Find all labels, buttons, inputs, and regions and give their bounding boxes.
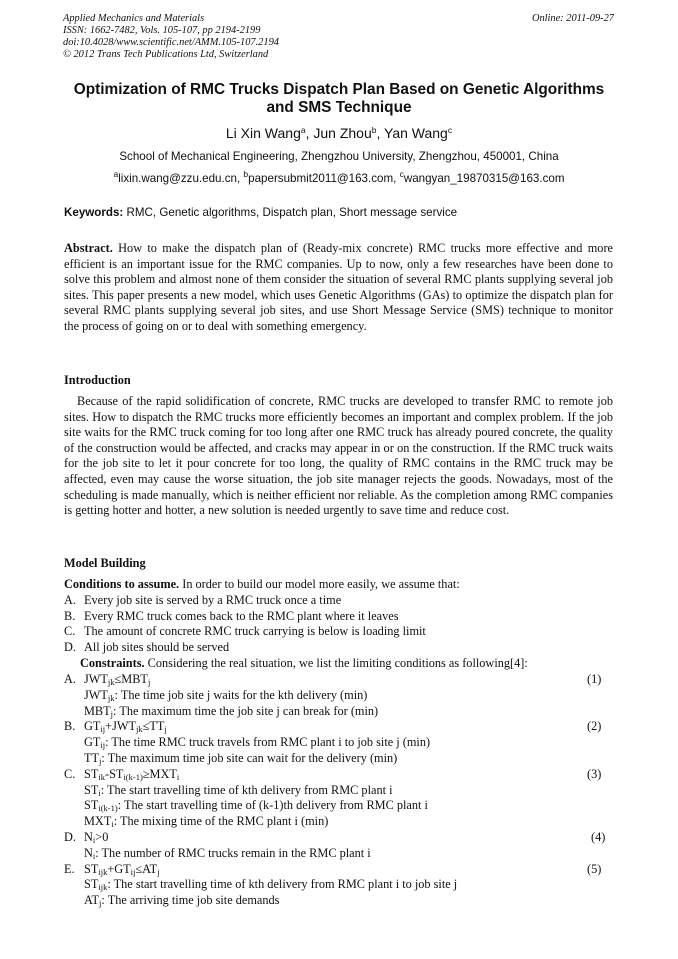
- definition-text: The start travelling time of (k-1)th delivery from RMC plant i: [124, 798, 428, 812]
- condition-item: [64, 609, 399, 625]
- constraint-item: [64, 830, 108, 846]
- constraint-item: [64, 767, 179, 783]
- title-line-1: Optimization of RMC Trucks Dispatch Plan Based on Genetic Algorithms: [73, 81, 605, 98]
- constraints-intro: [80, 656, 528, 672]
- email-address: wangyan_19870315@163.com: [403, 172, 565, 185]
- definition-text: The start travelling time of kth delivery from RMC plant i: [107, 783, 393, 797]
- constraint-item: [64, 672, 150, 688]
- issn-line: ISSN: 1662-7482, Vols. 105-107, pp 2194-2199: [63, 25, 261, 36]
- definition-line: $ST_i$: The start travelling time of kth delivery from RMC plant i: [84, 783, 393, 798]
- conditions-intro: [64, 577, 460, 593]
- definition-line: $AT_j$: The arriving time job site demands: [84, 893, 280, 908]
- email-sup: a: [113, 169, 119, 179]
- definition-line: $MXT_i$: The mixing time of the RMC plant i (min): [84, 814, 329, 829]
- constraint-label: D.: [64, 830, 76, 844]
- author-name: Yan Wang: [384, 125, 448, 141]
- journal-name: Applied Mechanics and Materials: [63, 13, 205, 24]
- running-header: [63, 13, 279, 61]
- constraint-label: B.: [64, 719, 76, 733]
- email-address: lixin.wang@zzu.edu.cn: [118, 172, 237, 185]
- constraint-formula: $N_i>0$: [84, 830, 109, 845]
- condition-text: Every RMC truck comes back to the RMC plant where it leaves: [84, 609, 399, 623]
- condition-label: B.: [64, 609, 76, 623]
- email-list: $^a$lixin.wang@zzu.edu.cn, $^b$papersubmit2011@163.com, $^c$wangyan_19870315@163.com: [113, 169, 565, 185]
- constraint-formula: $ST_{ik}-ST_{i(k-1)}\ge MXT_i$: [84, 767, 180, 782]
- title-line-2: and SMS Technique: [266, 99, 412, 116]
- constraint-label: A.: [64, 672, 76, 686]
- email-sup: b: [243, 169, 249, 179]
- abstract-label: Abstract.: [64, 241, 113, 255]
- abstract-text: How to make the dispatch plan of (Ready-mix concrete) RMC trucks more effective and more efficient is an important issue for the RMC companies. Up to now, only a few researches have been done to solve this problem and almost none of them consider the situation of several RMC plants supplying several job sites. This paper presents a new model, which uses Genetic Algorithms (GAs) to optimize the dispatch plan for several RMC plants supplying several job sites, and use Short Message Service (SMS) technique to monitor the process of going on or to deal with something emergency.: [64, 241, 613, 333]
- definition-line: $ST_{i(k-1)}$: The start travelling time of (k-1)th delivery from RMC plant i: [84, 798, 428, 813]
- definition-text: The start travelling time of kth delivery from RMC plant i to job site j: [113, 877, 458, 891]
- equation-number: (5): [587, 862, 602, 876]
- condition-item: [64, 640, 229, 656]
- condition-item: [64, 624, 426, 640]
- introduction-heading: Introduction: [64, 373, 131, 387]
- abstract: [64, 241, 613, 335]
- constraint-formula: $JWT_{jk}\le MBT_j$: [84, 672, 151, 687]
- condition-text: The amount of concrete RMC truck carrying is below is loading limit: [84, 624, 426, 638]
- condition-label: D.: [64, 640, 76, 654]
- author-sup: b: [371, 125, 377, 135]
- introduction-text: Because of the rapid solidification of concrete, RMC trucks are developed to transfer RMC to remote job sites. How to dispatch the RMC trucks more efficiently becomes an important and complex problem. If the job site waits for the RMC truck coming for too long after one RMC truck has already poured concrete, the quality of the construction would be affected, and cracks may appear in or on the construction. If the RMC truck waits for the job site to let it pour concrete for too long, the quality of RMC contains in the RMC truck may be affected, even may cause the worse situation, the job site manager rejects the goods. Nowadays, most of the scheduling is made manually, which is neither efficient nor reliable. As the completion among RMC companies is getting hotter and hotter, a new solution is needed urgently to save time and reduce cost.: [64, 394, 613, 518]
- definition-text: The number of RMC trucks remain in the RMC plant i: [101, 846, 371, 860]
- email-address: papersubmit2011@163.com: [248, 172, 394, 185]
- definition-text: The maximum time job site can wait for the delivery (min): [107, 751, 398, 765]
- constraint-formula: $GT_{ij}+JWT_{jk}\le TT_j$: [84, 719, 167, 734]
- author-name: Jun Zhou: [313, 125, 372, 141]
- author-sup: c: [447, 125, 453, 135]
- definition-line: $GT_{ij}$: The time RMC truck travels from RMC plant i to job site j (min): [84, 735, 431, 750]
- equation-number: (2): [587, 719, 602, 733]
- author-name: Li Xin Wang: [225, 125, 301, 141]
- author-list: Li Xin Wang$^a$, Jun Zhou$^b$, Yan Wang$^c$: [225, 125, 453, 141]
- constraints-text: Considering the real situation, we list the limiting conditions as following[4]:: [147, 656, 528, 670]
- constraints-label: Constraints.: [80, 656, 145, 670]
- doi-line: doi:10.4028/www.scientific.net/AMM.105-107.2194: [63, 37, 279, 48]
- paper-title: [40, 81, 638, 117]
- definition-line: $JWT_{jk}$: The time job site j waits for the kth delivery (min): [84, 688, 368, 703]
- definition-line: $N_i$: The number of RMC trucks remain in the RMC plant i: [84, 846, 371, 861]
- condition-label: A.: [64, 593, 76, 607]
- conditions-label: Conditions to assume.: [64, 577, 180, 591]
- condition-text: All job sites should be served: [84, 640, 230, 654]
- conditions-text: In order to build our model more easily, we assume that:: [182, 577, 460, 591]
- condition-label: C.: [64, 624, 76, 638]
- condition-text: Every job site is served by a RMC truck once a time: [84, 593, 342, 607]
- equation-number: (3): [587, 767, 602, 781]
- definition-line: $ST_{ijk}$: The start travelling time of kth delivery from RMC plant i to job site j: [84, 877, 458, 892]
- affiliation: School of Mechanical Engineering, Zhengzhou University, Zhengzhou, 450001, China: [119, 150, 559, 163]
- model-heading: Model Building: [64, 556, 146, 570]
- definition-text: The arriving time job site demands: [107, 893, 280, 907]
- keywords: [64, 206, 457, 220]
- condition-item: [64, 593, 341, 609]
- constraint-item: [64, 719, 167, 735]
- keywords-text: RMC, Genetic algorithms, Dispatch plan, Short message service: [126, 206, 458, 219]
- author-sup: a: [300, 125, 306, 135]
- equation-number: (1): [587, 672, 602, 686]
- constraint-label: C.: [64, 767, 76, 781]
- keywords-label: Keywords:: [64, 206, 124, 219]
- email-sup: c: [399, 169, 404, 179]
- definition-text: The time RMC truck travels from RMC plant i to job site j (min): [111, 735, 431, 749]
- equation-number: (4): [591, 830, 606, 844]
- constraint-formula: $ST_{ijk}+GT_{ij}\le AT_j$: [84, 862, 160, 877]
- copyright-line: © 2012 Trans Tech Publications Ltd, Switzerland: [63, 49, 269, 60]
- definition-line: $TT_j$: The maximum time job site can wait for the delivery (min): [84, 751, 398, 766]
- online-date: Online: 2011-09-27: [531, 13, 614, 24]
- definition-text: The time job site j waits for the kth delivery (min): [120, 688, 368, 702]
- constraint-label: E.: [64, 862, 75, 876]
- definition-text: The maximum time the job site j can break for (min): [119, 704, 379, 718]
- definition-text: The mixing time of the RMC plant i (min): [119, 814, 329, 828]
- constraint-item: [64, 862, 160, 878]
- definition-line: $MBT_j$: The maximum time the job site j can break for (min): [84, 704, 379, 719]
